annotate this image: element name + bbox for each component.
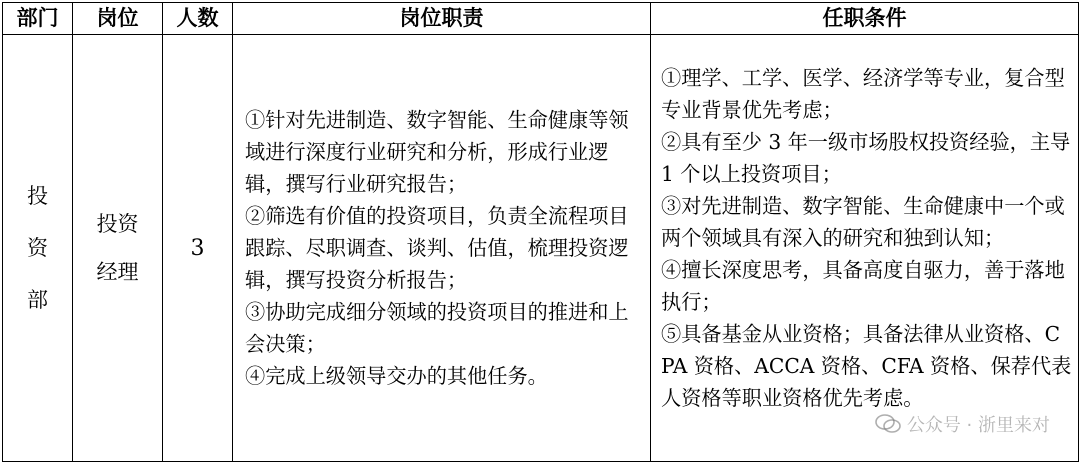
header-duties: 岗位职责 <box>233 3 651 35</box>
header-dept: 部门 <box>3 3 73 35</box>
position-cell <box>73 35 163 462</box>
requirement-item: ③对先进制造、数字智能、生命健康中一个或两个领域具有深入的研究和独到认知； <box>661 194 1065 250</box>
duty-item: ①针对先进制造、数字智能、生命健康等领域进行深度行业研究和分析，形成行业逻辑，撰写行业研究报告； <box>245 108 629 196</box>
dept-char: 部 <box>27 288 48 312</box>
dept-char: 投 <box>27 184 48 208</box>
position-line: 经理 <box>96 260 139 284</box>
dept-char: 资 <box>27 236 48 260</box>
header-position: 岗位 <box>73 3 163 35</box>
position-line: 投资 <box>96 212 139 236</box>
duties-cell <box>233 35 651 462</box>
duty-item: ②筛选有价值的投资项目，负责全流程项目跟踪、尽职调查、谈判、估值，梳理投资逻辑，撰写投资分析报告； <box>245 204 629 292</box>
duty-item: ④完成上级领导交办的其他任务。 <box>245 364 548 388</box>
requirement-item: ④擅长深度思考，具备高度自驱力，善于落地执行； <box>661 258 1065 314</box>
watermark-text: 公众号 · 浙里来对 <box>906 415 1050 436</box>
dept-cell <box>3 35 73 462</box>
requirements-cell <box>651 35 1079 462</box>
duty-item: ③协助完成细分领域的投资项目的推进和上会决策； <box>245 300 629 356</box>
table-row <box>3 35 1079 462</box>
count-cell: 3 <box>163 35 233 462</box>
recruitment-table <box>2 2 1079 462</box>
requirement-item: ①理学、工学、医学、经济学等专业，复合型专业背景优先考虑； <box>661 66 1065 122</box>
header-row <box>3 3 1079 35</box>
requirement-item: ②具有至少 3 年一级市场股权投资经验，主导 1 个以上投资项目； <box>661 130 1071 186</box>
header-requirements: 任职条件 <box>651 3 1079 35</box>
requirement-item: ⑤具备基金从业资格；具备法律从业资格、CPA 资格、ACCA 资格、CFA 资格、保荐代表人资格等职业资格优先考虑。 <box>661 322 1072 410</box>
header-count: 人数 <box>163 3 233 35</box>
